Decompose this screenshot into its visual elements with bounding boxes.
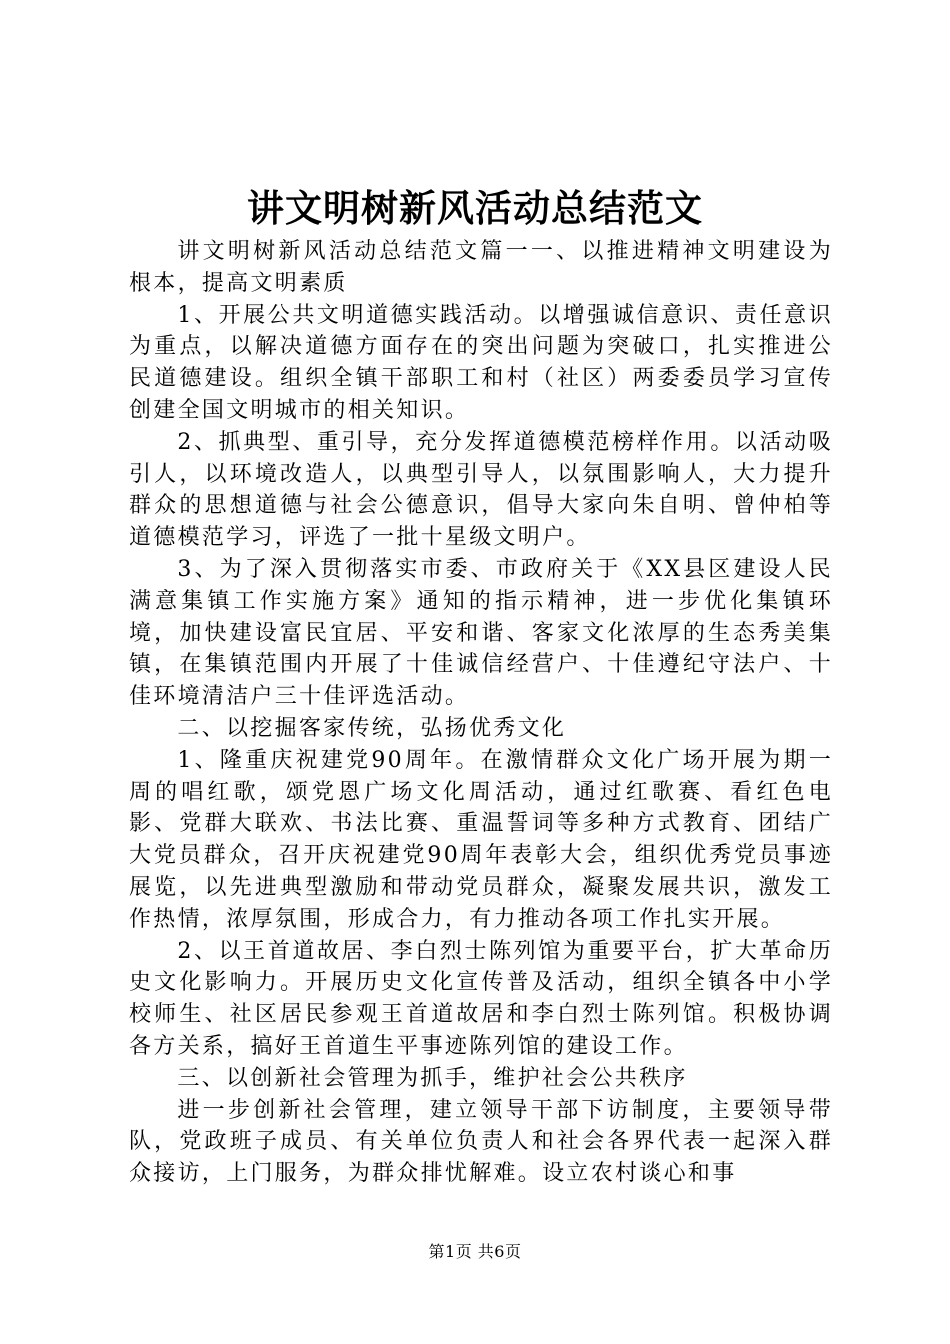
paragraph-1-3: 3、为了深入贯彻落实市委、市政府关于《XX县区建设人民满意集镇工作实施方案》通知的指示精神，进一步优化集镇环境，加快建设富民宜居、平安和谐、客家文化浓厚的生态秀美集镇，在集镇范围内开展了十佳诚信经营户、十佳遵纪守法户、十佳环境清洁户三十佳评选活动。 xyxy=(129,556,833,710)
page-footer: 第1页 共6页 xyxy=(428,1242,522,1261)
document-title: 讲文明树新风活动总结范文 xyxy=(247,186,703,230)
paragraph-2-2: 2、以王首道故居、李白烈士陈列馆为重要平台，扩大革命历史文化影响力。开展历史文化宣传普及活动，组织全镇各中小学校师生、社区居民参观王首道故居和李白烈士陈列馆。积极协调各方关系，搞好王首道生平事迹陈列馆的建设工作。 xyxy=(129,938,833,1059)
paragraph-1-1: 1、开展公共文明道德实践活动。以增强诚信意识、责任意识为重点，以解决道德方面存在的突出问题为突破口，扎实推进公民道德建设。组织全镇干部职工和村（社区）两委委员学习宣传创建全国文明城市的相关知识。 xyxy=(129,302,833,423)
paragraph-intro: 讲文明树新风活动总结范文篇一一、以推进精神文明建设为根本，提高文明素质 xyxy=(129,239,833,296)
section-heading-2: 二、以挖掘客家传统，弘扬优秀文化 xyxy=(177,715,567,741)
section-heading-3: 三、以创新社会管理为抓手，维护社会公共秩序 xyxy=(177,1065,688,1091)
paragraph-1-2: 2、抓典型、重引导，充分发挥道德模范榜样作用。以活动吸引人，以环境改造人，以典型引导人，以氛围影响人，大力提升群众的思想道德与社会公德意识，倡导大家向朱自明、曾仲柏等道德模范学习，评选了一批十星级文明户。 xyxy=(129,429,833,551)
paragraph-3-1: 进一步创新社会管理，建立领导干部下访制度，主要领导带队，党政班子成员、有关单位负责人和社会各界代表一起深入群众接访，上门服务，为群众排忧解难。设立农村谈心和事 xyxy=(129,1097,833,1187)
paragraph-2-1: 1、隆重庆祝建党90周年。在激情群众文化广场开展为期一周的唱红歌，颂党恩广场文化周活动，通过红歌赛、看红色电影、党群大联欢、书法比赛、重温誓词等多种方式教育、团结广大党员群众，召开庆祝建党90周年表彰大会，组织优秀党员事迹展览，以先进典型激励和带动党员群众，凝聚发展共识，激发工作热情，浓厚氛围，形成合力，有力推动各项工作扎实开展。 xyxy=(129,747,833,932)
document-body xyxy=(129,236,833,1190)
